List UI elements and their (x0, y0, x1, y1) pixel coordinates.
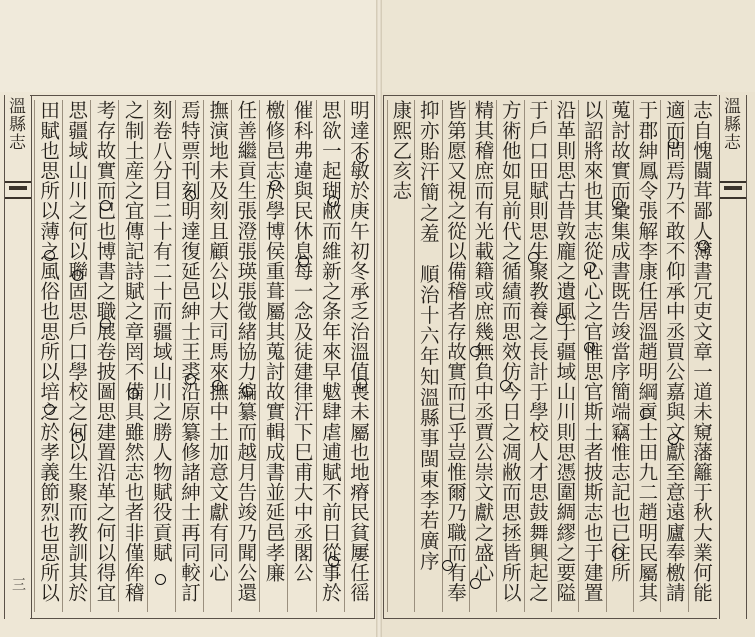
punctuation-circle (668, 434, 679, 445)
text-column: 明達不敏於庚午初冬承乏治溫值喪未屬也地瘠民貧屢任徭 (344, 100, 372, 612)
text-column: 沿革則思古昔敦龐之遺風于疆域山川則思憑圍綢繆之要隘 (551, 100, 578, 612)
punctuation-circle (155, 574, 166, 585)
text-column: 于郡紳鳳令張解李康任居溫趙明綱貢士田九二趙明民屬其 (633, 100, 660, 612)
text-column: 于戶口田賦則思生聚教養之長計于學校人才思鼓舞興起之 (524, 100, 551, 612)
top-margin-left (0, 0, 378, 92)
text-column: 焉特票刊刻明達復延邑紳士王裘沿原纂修諸紳士再同較訂 (175, 100, 203, 612)
text-column: 撫演地未及刻且顧公以大司馬來撫中土加意文獻有同心 (203, 100, 231, 612)
punctuation-circle (442, 560, 453, 571)
text-column: 之制土産之宜傳記詩賦之章罔不備具雖然志也者非僅侔稽 (118, 100, 146, 612)
punctuation-circle (584, 342, 595, 353)
text-column: 考存故實而已也博書之職展卷披圖思建置沿革之何以得宜 (90, 100, 118, 612)
punctuation-circle (270, 180, 281, 191)
text-column: 皆第愿又視之從以備稽者存故實而已乎豈惟爾乃職而有奉 (442, 100, 469, 612)
punctuation-circle (584, 262, 595, 273)
punctuation-circle (528, 252, 539, 263)
punctuation-circle (185, 374, 196, 385)
punctuation-circle (328, 196, 339, 207)
left-banxin-folio: 三 (10, 577, 26, 591)
signature-column: 抑亦貽汗簡之羞 順治十六年知溫縣事閩東李若廣序 (414, 100, 441, 612)
punctuation-circle (100, 318, 111, 329)
left-banxin (4, 95, 32, 619)
punctuation-circle (698, 240, 709, 251)
left-text-columns (34, 100, 372, 612)
text-column: 任善繼貢生張澄張瑛張徵緒協力編纂而越月告竣乃聞公還 (231, 100, 259, 612)
punctuation-circle (612, 198, 623, 209)
punctuation-circle (500, 380, 511, 391)
punctuation-circle (612, 548, 623, 559)
punctuation-circle (298, 256, 309, 267)
text-column: 以詔將來也其志從心心之官惟思官斯土者披斯志也于建置 (578, 100, 605, 612)
punctuation-circle (100, 200, 111, 211)
punctuation-circle (328, 556, 339, 567)
text-column: 思欲一起瑚敝而維新之条年來早魃肆虐逋賦不前日從事於 (316, 100, 344, 612)
text-column: 方術他如見前代之循績而思效仿今日之凋敝而思拯皆所以 (496, 100, 523, 612)
right-banxin (719, 95, 747, 619)
punctuation-circle (470, 578, 481, 589)
right-banxin-title: 溫縣志 (720, 97, 740, 151)
punctuation-circle (128, 388, 139, 399)
punctuation-circle (72, 432, 83, 443)
punctuation-circle (72, 270, 83, 281)
punctuation-circle (556, 314, 567, 325)
punctuation-circle (356, 378, 367, 389)
text-column: 田賦也思所以薄之風俗也思所以培之於孝義節烈也思所以 (34, 100, 62, 612)
punctuation-circle (212, 380, 223, 391)
text-column: 適而問焉乃不敢不仰承中丞買公嘉與文獻至意遠廬奉檄請 (660, 100, 687, 612)
book-gutter (376, 0, 382, 637)
punctuation-circle (185, 190, 196, 201)
punctuation-circle (470, 346, 481, 357)
punctuation-circle (356, 152, 367, 163)
text-column: 刻卷八分目二十有二十而疆域山川之勝人物賦役貢賦 (147, 100, 175, 612)
fishtail-mark (5, 181, 31, 199)
left-banxin-title: 溫縣志 (5, 97, 25, 151)
punctuation-circle (44, 250, 55, 261)
punctuation-circle (668, 138, 679, 149)
text-column: 檄修邑志於學博侯重葺屬其蒐討故實輯成書並延邑孝廉 (259, 100, 287, 612)
right-text-columns (387, 100, 715, 612)
fishtail-mark (720, 181, 746, 199)
edition-column: 康熙乙亥志 (387, 100, 414, 612)
top-margin-right (381, 0, 755, 92)
punctuation-circle (242, 386, 253, 397)
text-column: 催科弗違與民休息每一念及徒建律汗下巳甫大中丞閣公 (287, 100, 315, 612)
punctuation-circle (640, 408, 651, 419)
text-column: 精其稽庶而有光載籍或庶幾無負中丞賈公崇文獻之盛心 (469, 100, 496, 612)
text-column: 志自愧闒茸鄙人簿書冗吏文章一道未窺藩籬于秋大業何能 (688, 100, 715, 612)
text-column: 蒐討故實而彙集成書既告竣當序簡端竊惟志記也已往所 (606, 100, 633, 612)
punctuation-circle (44, 404, 55, 415)
text-column: 思疆域山川之何以聯固思戶口學校之何以生聚而教訓其於 (62, 100, 90, 612)
